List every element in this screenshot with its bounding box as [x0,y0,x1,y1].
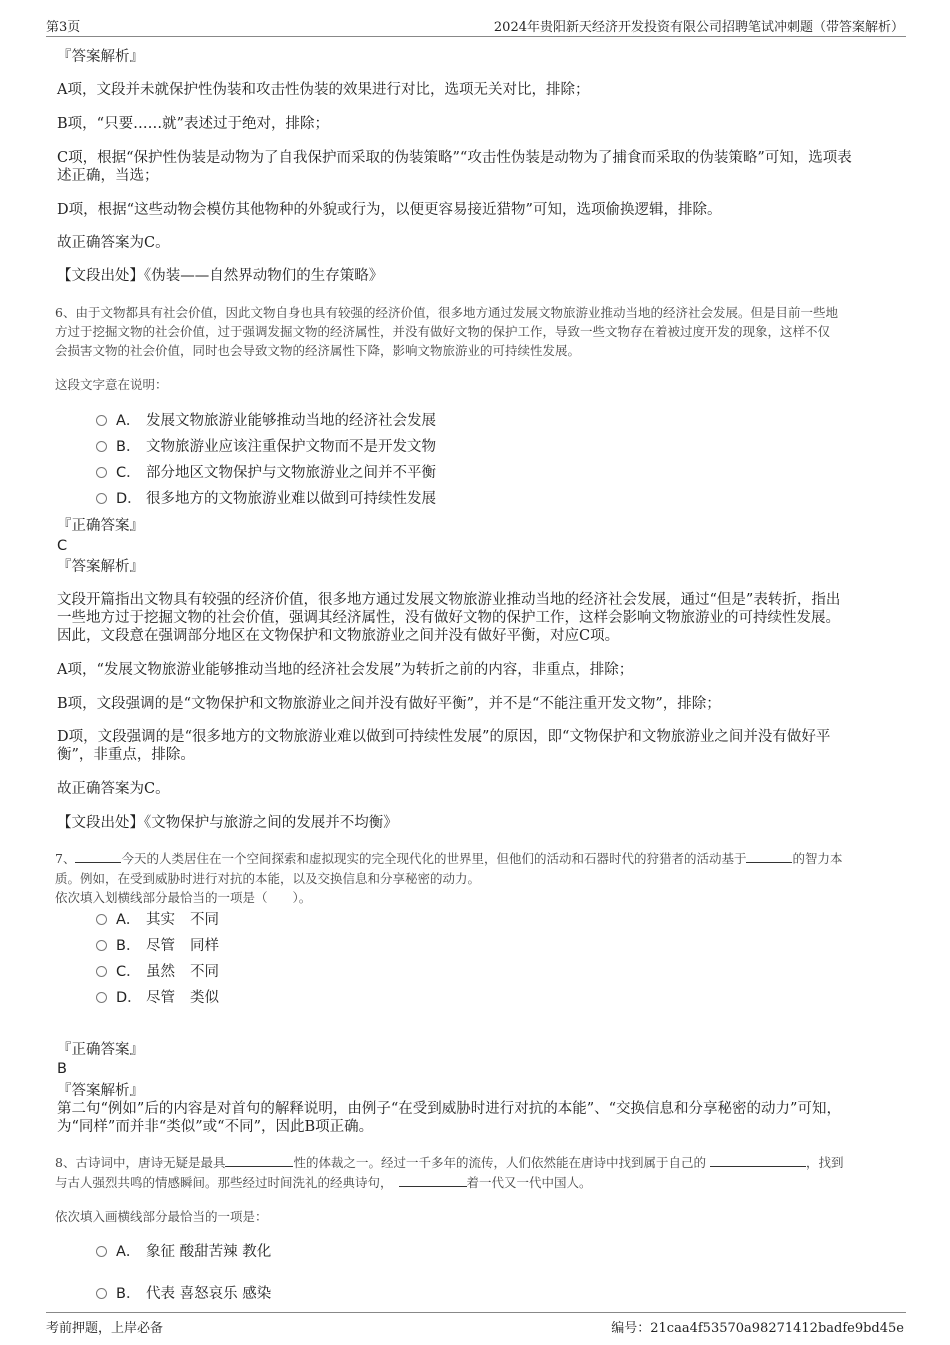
option-letter: A． [116,912,141,928]
q8-stem-part: 与古人强烈共鸣的情感瞬间。那些经过时间洗礼的经典诗句， [55,1175,393,1190]
page-number: 第3页 [46,20,81,35]
option-letter: B． [116,938,141,954]
radio-icon[interactable] [96,467,107,478]
q6-stem-line2: 方过于挖掘文物的社会价值，过于强调发掘文物的经济属性，并没有做好文物的保护工作，导致一些文物存在着被过度开发的现象，这样不仅 [55,324,831,339]
option-text: 部分地区文物保护与文物旅游业之间并不平衡 [146,465,436,481]
q6-option-b[interactable] [96,438,436,456]
option-word-1: 其实 [146,912,175,928]
page-header [46,14,906,37]
q7-answer: B [57,1061,67,1077]
option-letter: B． [116,439,141,455]
option-word-1: 尽管 [146,938,175,954]
answer-blank [399,1174,467,1187]
option-text: 文物旅游业应该注重保护文物而不是开发文物 [146,439,436,455]
q6-conclusion: 故正确答案为C。 [57,781,170,797]
q8-option-b[interactable] [96,1285,271,1303]
answer-blank [75,850,121,863]
q7-option-c[interactable] [96,963,219,981]
option-letter: D． [116,491,142,507]
option-letter: B． [116,1286,141,1302]
radio-icon[interactable] [96,415,107,426]
q6-answer: C [57,538,68,554]
q7-stem-part: 的智力本 [792,851,843,866]
q5-source: 【文段出处】《伪装——自然界动物们的生存策略》 [57,268,384,284]
q6-option-c[interactable] [96,464,436,482]
q7-prompt: 依次填入划横线部分最恰当的一项是（ ）。 [55,890,312,905]
radio-icon[interactable] [96,940,107,951]
q6-prompt: 这段文字意在说明： [55,377,168,392]
radio-icon[interactable] [96,1288,107,1299]
q8-stem-line1 [55,1153,893,1172]
q5-analysis-b: B项，“只要……就”表述过于绝对，排除； [57,116,329,132]
q6-analysis-line2: 一些地方过于挖掘文物的社会价值，强调其经济属性，没有做好文物的保护工作，这样会影响文物旅游业的可持续性发展。 [57,610,840,626]
q8-stem-part: 8、古诗词中，唐诗无疑是最具 [55,1155,226,1170]
q7-answer-label: 『正确答案』 [57,1042,144,1058]
radio-icon[interactable] [96,914,107,925]
option-word-1: 尽管 [146,990,175,1006]
q7-option-d[interactable] [96,989,219,1007]
q8-option-a[interactable] [96,1243,271,1261]
q6-option-d[interactable] [96,490,436,508]
q6-analysis-d-line1: D项，文段强调的是“很多地方的文物旅游业难以做到可持续性发展”的原因，即“文物保护和文物旅游业之间并没有做好平 [57,729,831,745]
q8-stem-part: ，找到 [805,1155,844,1170]
page-footer [46,1312,906,1337]
document-code: 编号：21caa4f53570a98271412badfe9bd45e [611,1321,904,1336]
option-text: 代表 喜怒哀乐 感染 [146,1286,272,1302]
q7-analysis-line2: 为“同样”而并非“类似”或“不同”，因此B项正确。 [57,1119,374,1135]
answer-blank [710,1154,806,1167]
q6-analysis-line3: 因此，文段意在强调部分地区在文物保护和文物旅游业之间并没有做好平衡，对应C项。 [57,628,620,644]
answer-blank [746,850,792,863]
q7-stem-line2: 质。例如，在受到威胁时进行对抗的本能，以及交换信息和分享秘密的动力。 [55,871,481,886]
q7-option-b[interactable] [96,937,219,955]
q5-conclusion: 故正确答案为C。 [57,235,170,251]
radio-icon[interactable] [96,493,107,504]
option-word-2: 不同 [190,964,219,980]
q7-stem-line1 [55,849,893,868]
radio-icon[interactable] [96,441,107,452]
q5-analysis-d: D项，根据“这些动物会模仿其他物种的外貌或行为，以便更容易接近猎物”可知，选项偷换逻辑，排除。 [57,202,722,218]
option-word-2: 同样 [190,938,219,954]
option-letter: C． [116,465,141,481]
q8-stem-line2 [55,1173,893,1192]
option-word-2: 类似 [190,990,219,1006]
q6-analysis-b: B项，文段强调的是“文物保护和文物旅游业之间并没有做好平衡”，并不是“不能注重开发文物”，排除； [57,696,721,712]
q6-answer-label: 『正确答案』 [57,518,144,534]
q6-analysis-line1: 文段开篇指出文物具有较强的经济价值，很多地方通过发展文物旅游业推动当地的经济社会发展，通过“但是”表转折，指出 [57,592,841,608]
q7-stem-part: 今天的人类居住在一个空间探索和虚拟现实的完全现代化的世界里，但他们的活动和石器时代的狩猎者的活动基于 [121,851,747,866]
q5-analysis-c-line1: C项，根据“保护性伪装是动物为了自我保护而采取的伪装策略”“攻击性伪装是动物为了捕食而采取的伪装策略”可知，选项表 [57,150,852,166]
q8-stem-part: 着一代又一代中国人。 [466,1175,592,1190]
option-text: 很多地方的文物旅游业难以做到可持续性发展 [146,491,436,507]
footer-slogan: 考前押题，上岸必备 [46,1321,164,1336]
radio-icon[interactable] [96,1246,107,1257]
option-word-1: 虽然 [146,964,175,980]
q6-option-a[interactable] [96,412,436,430]
q6-analysis-label: 『答案解析』 [57,559,144,575]
q7-analysis-label: 『答案解析』 [57,1083,144,1099]
q7-number: 7、 [55,851,76,866]
q5-analysis-c-line2: 述正确，当选； [57,168,159,184]
option-letter: C． [116,964,141,980]
q5-analysis-a: A项，文段并未就保护性伪装和攻击性伪装的效果进行对比，选项无关对比，排除； [57,82,590,98]
q6-source: 【文段出处】《文物保护与旅游之间的发展并不均衡》 [57,815,398,831]
q6-analysis-a: A项，“发展文物旅游业能够推动当地的经济社会发展”为转折之前的内容，非重点，排除； [57,662,634,678]
option-letter: A． [116,413,141,429]
q6-stem-line3: 会损害文物的社会价值，同时也会导致文物的经济属性下降，影响文物旅游业的可持续性发展。 [55,343,581,358]
option-text: 发展文物旅游业能够推动当地的经济社会发展 [146,413,436,429]
q6-analysis-d-line2: 衡”，非重点，排除。 [57,747,195,763]
q8-stem-part: 性的体裁之一。经过一千多年的流传，人们依然能在唐诗中找到属于自己的 [293,1155,706,1170]
q5-analysis-label: 『答案解析』 [57,49,144,65]
option-letter: D． [116,990,142,1006]
q8-prompt: 依次填入画横线部分最恰当的一项是： [55,1209,268,1224]
q7-option-a[interactable] [96,911,219,929]
option-word-2: 不同 [190,912,219,928]
answer-blank [225,1154,293,1167]
q7-analysis-line1: 第二句“例如”后的内容是对首句的解释说明，由例子“在受到威胁时进行对抗的本能”、“交换信息和分享秘密的动力”可知， [57,1101,841,1117]
option-text: 象征 酸甜苦辣 教化 [146,1244,272,1260]
q6-stem-line1: 6、由于文物都具有社会价值，因此文物自身也具有较强的经济价值，很多地方通过发展文物旅游业推动当地的经济社会发展。但是目前一些地 [55,305,838,320]
document-title: 2024年贵阳新天经济开发投资有限公司招聘笔试冲刺题（带答案解析） [493,20,904,35]
option-letter: A． [116,1244,141,1260]
radio-icon[interactable] [96,992,107,1003]
radio-icon[interactable] [96,966,107,977]
